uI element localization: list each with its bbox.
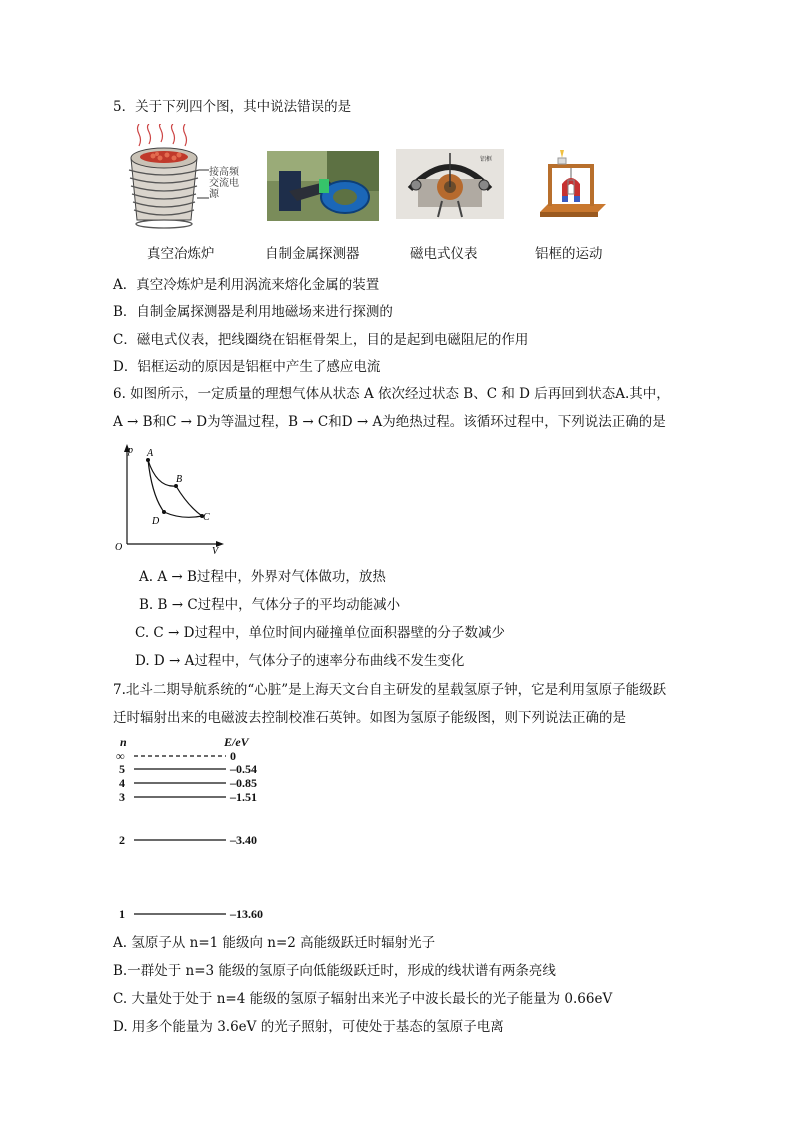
aluminum-frame-image	[532, 146, 612, 226]
caption-galvanometer: 磁电式仪表	[410, 246, 478, 262]
level-n-1: 1	[119, 907, 125, 921]
metal-detector-image	[267, 151, 379, 221]
q5-option-a: A．真空冷炼炉是利用涡流来熔化金属的装置	[113, 277, 380, 293]
q7-option-d: D. 用多个能量为 3.6eV 的光子照射，可使处于基态的氢原子电离	[113, 1019, 504, 1035]
level-n-inf: ∞	[116, 749, 125, 763]
q7-option-a: A. 氢原子从 n=1 能级向 n=2 高能级跃迁时辐射光子	[113, 935, 436, 951]
graph-x-label: V	[212, 546, 219, 554]
q5-option-c: C．磁电式仪表，把线圈绕在铝框骨架上，目的是起到电磁阻尼的作用	[113, 332, 529, 348]
q5-option-d: D．铝框运动的原因是铝框中产生了感应电流	[113, 359, 381, 375]
level-n-4: 4	[119, 776, 125, 790]
caption-furnace: 真空冶炼炉	[147, 246, 215, 262]
galvanometer-image	[396, 149, 504, 219]
q6-option-b: B. B → C过程中，气体分子的平均动能减小	[139, 597, 401, 613]
level-n-3: 3	[119, 790, 125, 804]
q6-option-a: A. A → B过程中，外界对气体做功，放热	[139, 569, 386, 585]
point-d-label: D	[152, 516, 160, 527]
q7-option-b: B.一群处于 n=3 能级的氢原子向低能级跃迁时，形成的线状谱有两条亮线	[113, 963, 556, 979]
point-c-label: C	[203, 512, 210, 523]
q5-stem: 5．关于下列四个图，其中说法错误的是	[113, 99, 352, 115]
q6-option-d: D. D → A过程中，气体分子的速率分布曲线不发生变化	[135, 653, 465, 669]
q7-option-c: C. 大量处于处于 n=4 能级的氢原子辐射出来光子中波长最长的光子能量为 0.66eV	[113, 991, 613, 1007]
level-n-5: 5	[119, 762, 125, 776]
q6-stem-line1: 6. 如图所示，一定质量的理想气体从状态 A 依次经过状态 B、C 和 D 后再回到状态A.其中，	[113, 386, 670, 402]
q6-option-c: C. C → D过程中，单位时间内碰撞单位面积器壁的分子数减少	[135, 625, 505, 641]
level-e-5: –0.54	[230, 762, 257, 776]
q7-stem-line1: 7.北斗二期导航系统的“心脏”是上海天文台自主研发的星载氢原子钟，它是利用氢原子能级跃	[113, 682, 667, 698]
graph-y-label: p	[128, 445, 133, 456]
level-e-1: –13.60	[230, 907, 263, 921]
hydrogen-energy-level-diagram	[110, 732, 310, 927]
level-e-3: –1.51	[230, 790, 257, 804]
caption-metal-detector: 自制金属探测器	[265, 246, 360, 262]
point-b-label: B	[176, 474, 183, 485]
diagram-e-header: E/eV	[224, 735, 249, 749]
pv-cycle-graph	[112, 440, 232, 554]
level-n-2: 2	[119, 833, 125, 847]
diagram-n-header: n	[120, 735, 127, 749]
q5-option-b: B．自制金属探测器是利用地磁场来进行探测的	[113, 304, 393, 320]
caption-aluminum-frame: 铝框的运动	[535, 246, 603, 262]
furnace-power-note: 接高频交流电源	[209, 167, 239, 200]
q7-stem-line2: 迁时辐射出来的电磁波去控制校准石英钟。如图为氢原子能级图，则下列说法正确的是	[113, 710, 626, 726]
level-e-4: –0.85	[230, 776, 257, 790]
svg-text:铝框: 铝框	[480, 157, 493, 163]
level-e-2: –3.40	[230, 833, 257, 847]
q6-stem-line2: A → B和C → D为等温过程，B → C和D → A为绝热过程。该循环过程中，下列说法正确的是	[113, 414, 666, 430]
graph-origin: O	[115, 542, 123, 553]
point-a-label: A	[147, 448, 154, 459]
level-e-inf: 0	[230, 749, 236, 763]
